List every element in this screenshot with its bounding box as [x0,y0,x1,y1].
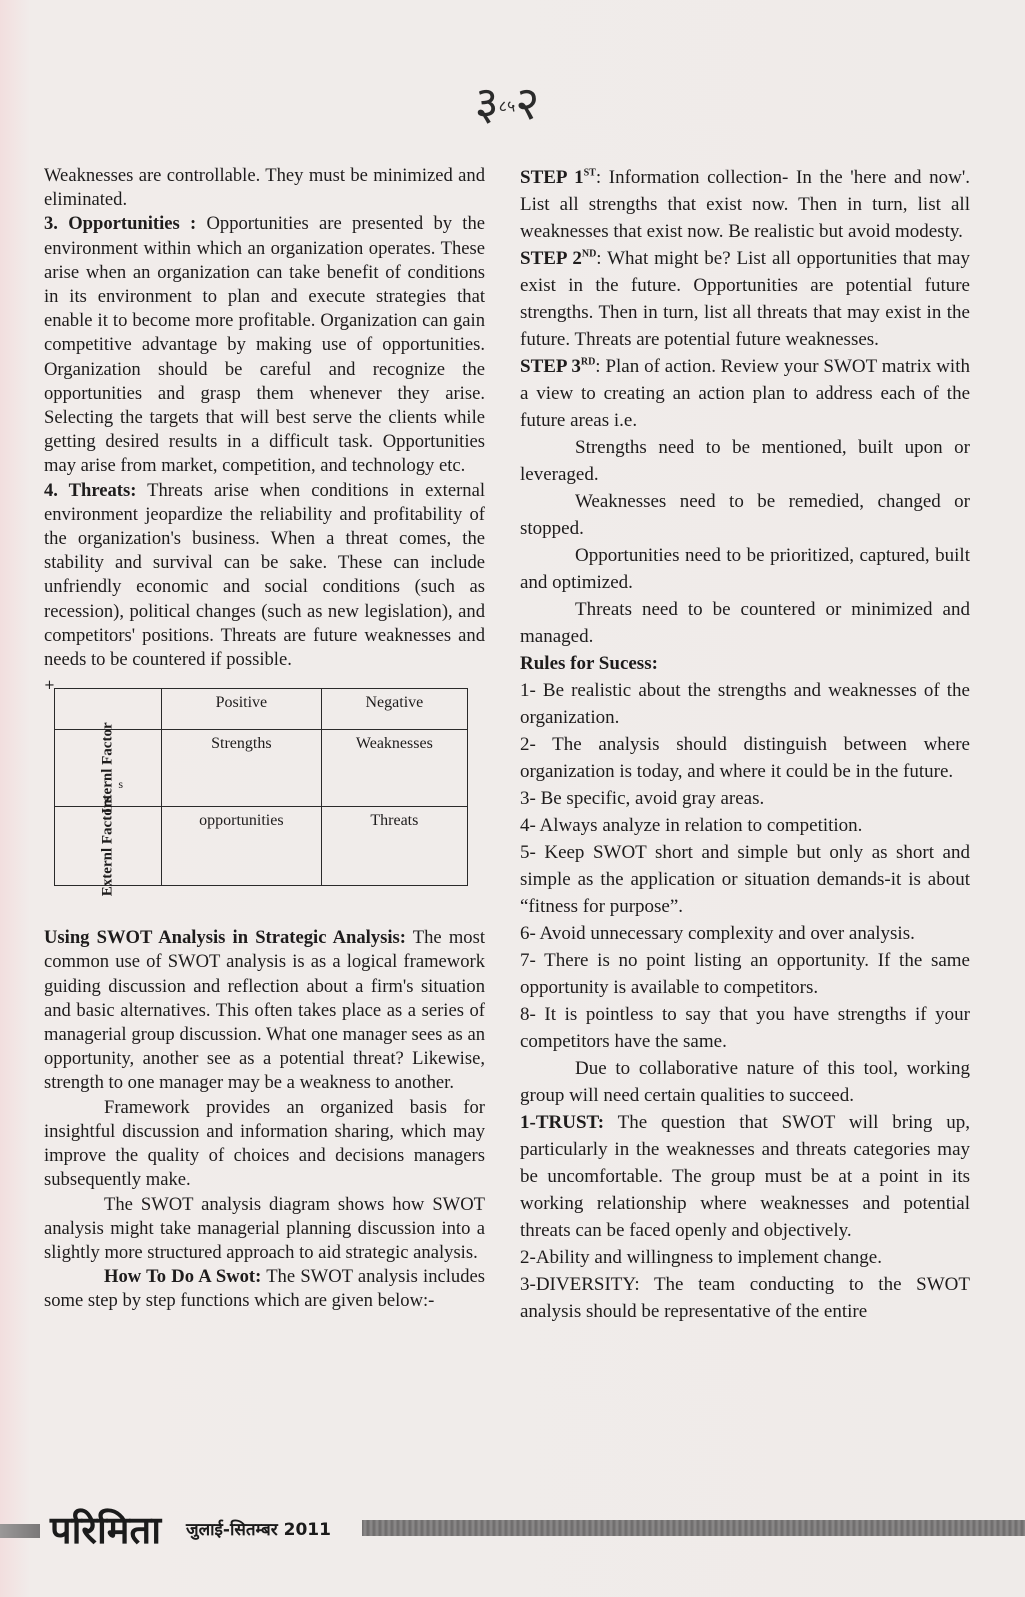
rules-heading-text: Rules for Sucess: [520,653,658,674]
page-number [432,78,582,128]
footer-bar-left [0,1524,40,1538]
action-weaknesses: Weaknesses need to be remedied, changed or stopped. [520,491,970,539]
threats-heading: 4. Threats: [44,479,137,501]
left-column [44,164,485,1314]
page-number-right: २ [515,76,540,130]
swot-cell-threats: Threats [321,807,467,886]
step3-paragraph [520,353,970,434]
swot-diagram [44,680,485,906]
using-swot-heading: Using SWOT Analysis in Strategic Analysis: [44,927,406,949]
step1-text: : Information collection- In the 'here and now'. List all strengths that exist now. Then in turn, list all weaknesses that exist now. Be realistic but avoid modesty. [520,167,970,242]
issue-date: जुलाई-सितम्बर 2011 [186,1520,331,1540]
how-to-paragraph [44,1265,485,1313]
action-strengths: Strengths need to be mentioned, built upon or leveraged. [520,437,970,485]
step1-label: STEP 1 [520,167,584,188]
page-number-left: ३ [474,76,499,130]
step1-heading [520,167,596,188]
diversity-paragraph: 3-DIVERSITY: The team conducting to the SWOT analysis should be representative of the entire [520,1274,970,1322]
footer-bar-right [362,1520,1025,1536]
step3-sup: RD [580,356,596,368]
collaborative-paragraph: Due to collaborative nature of this tool, working group will need certain qualities to succeed. [520,1058,970,1106]
swot-header-negative: Negative [321,689,467,730]
diagram-paragraph: The SWOT analysis diagram shows how SWOT analysis might take managerial planning discussion into a slightly more structured approach to aid strategic analysis. [44,1193,485,1263]
step1-paragraph [520,164,970,245]
rule-2: 2- The analysis should distinguish between where organization is today, and where it could be in the future. [520,734,970,782]
how-to-text: The SWOT analysis includes some step by step functions which are given below:- [44,1266,485,1312]
rule-6: 6- Avoid unnecessary complexity and over analysis. [520,923,915,944]
threats-paragraph [44,479,485,673]
rules-heading [520,650,970,677]
rule-5: 5- Keep SWOT short and simple but only as short and simple as the application or situation demands-it is about “fitness for purpose”. [520,842,970,917]
internal-factor-mark: s [118,776,123,791]
swot-header-positive: Positive [162,689,322,730]
step2-heading [520,248,596,269]
framework-paragraph: Framework provides an organized basis for insightful discussion and information sharing, which may improve the quality of choices and decisions managers subsequently make. [44,1096,485,1191]
right-column [520,164,970,1325]
opportunities-text: Opportunities are presented by the environment within which an organization operates. These arise when an organization can take benefit of conditions in its environment to plan and execute strategies that enable it to become more profitable. Organization can gain competitive advantage by making use of opportunities. Organization should be careful and recognize the opportunities and grasp them whenever they arise. Selecting the targets that will best serve the clients while getting desired results in a difficult task. Opportunities may arise from market, competition, and technology etc. [44,213,486,477]
magazine-logo: परिमिता [50,1508,162,1552]
how-to-heading: How To Do A Swot: [104,1266,262,1288]
trust-text: The question that SWOT will bring up, particularly in the weaknesses and threats categories may be uncomfortable. The group must be at a point in its working relationship where weaknesses and potential threats can be faced openly and objectively. [520,1112,970,1241]
action-threats: Threats need to be countered or minimized and managed. [520,599,970,647]
step2-paragraph [520,245,970,353]
rule-7: 7- There is no point listing an opportunity. If the same opportunity is available to competitors. [520,950,970,998]
swot-cell-weaknesses: Weaknesses [321,729,467,806]
step1-sup: ST [583,167,596,179]
rule-8: 8- It is pointless to say that you have strengths if your competitors have the same. [520,1004,970,1052]
step3-heading [520,356,595,377]
trust-heading: 1-TRUST: [520,1112,605,1133]
weaknesses-end-paragraph: Weaknesses are controllable. They must be minimized and eliminated. [44,165,485,211]
rule-4: 4- Always analyze in relation to competition. [520,815,863,836]
plus-mark: + [44,678,55,694]
using-swot-text: The most common use of SWOT analysis is as a logical framework guiding discussion and reflection about a firm's situation and basic alternatives. This often takes place as a series of managerial group discussion. What one manager sees as an opportunity, another see as a potential threat? Likewise, strength to one manager may be a weakness to another. [44,927,486,1094]
rule-3: 3- Be specific, avoid gray areas. [520,788,765,809]
swot-row-external-label [55,795,162,897]
step2-text: : What might be? List all opportunities that may exist in the future. Opportunities are potential future strengths. Then in turn, list all threats that may exist in the future. Threats are potential future weaknesses. [520,248,970,350]
action-opportunities: Opportunities need to be prioritized, captured, built and optimized. [520,545,970,593]
threats-text: Threats arise when conditions in external environment jeopardize the reliability and profitability of the organization's business. When a threat comes, the stability and survival can be sake. These can include unfriendly economic and social conditions (such as recession), political changes (such as new legislation), and competitors' positions. Threats are future weaknesses and needs to be countered if possible. [44,479,485,671]
footer [0,1506,1025,1556]
swot-cell-strengths: Strengths [162,729,322,806]
page-number-mid: ८५ [498,96,516,116]
step2-sup: ND [581,248,597,260]
external-factors-label: Externl Factors [99,795,116,897]
swot-table [54,688,468,897]
swot-cell-opportunities: opportunities [162,807,322,886]
internal-factor-label: Internl Factor [99,722,116,814]
using-swot-paragraph [44,926,485,1095]
step3-label: STEP 3 [520,356,581,377]
opportunities-paragraph [44,212,485,478]
ability-paragraph: 2-Ability and willingness to implement change. [520,1247,882,1268]
step2-label: STEP 2 [520,248,582,269]
step3-text: : Plan of action. Review your SWOT matrix with a view to creating an action plan to address each of the future areas i.e. [520,356,970,431]
trust-paragraph [520,1109,970,1244]
opportunities-heading: 3. Opportunities : [44,213,197,235]
rule-1: 1- Be realistic about the strengths and weaknesses of the organization. [520,680,970,728]
